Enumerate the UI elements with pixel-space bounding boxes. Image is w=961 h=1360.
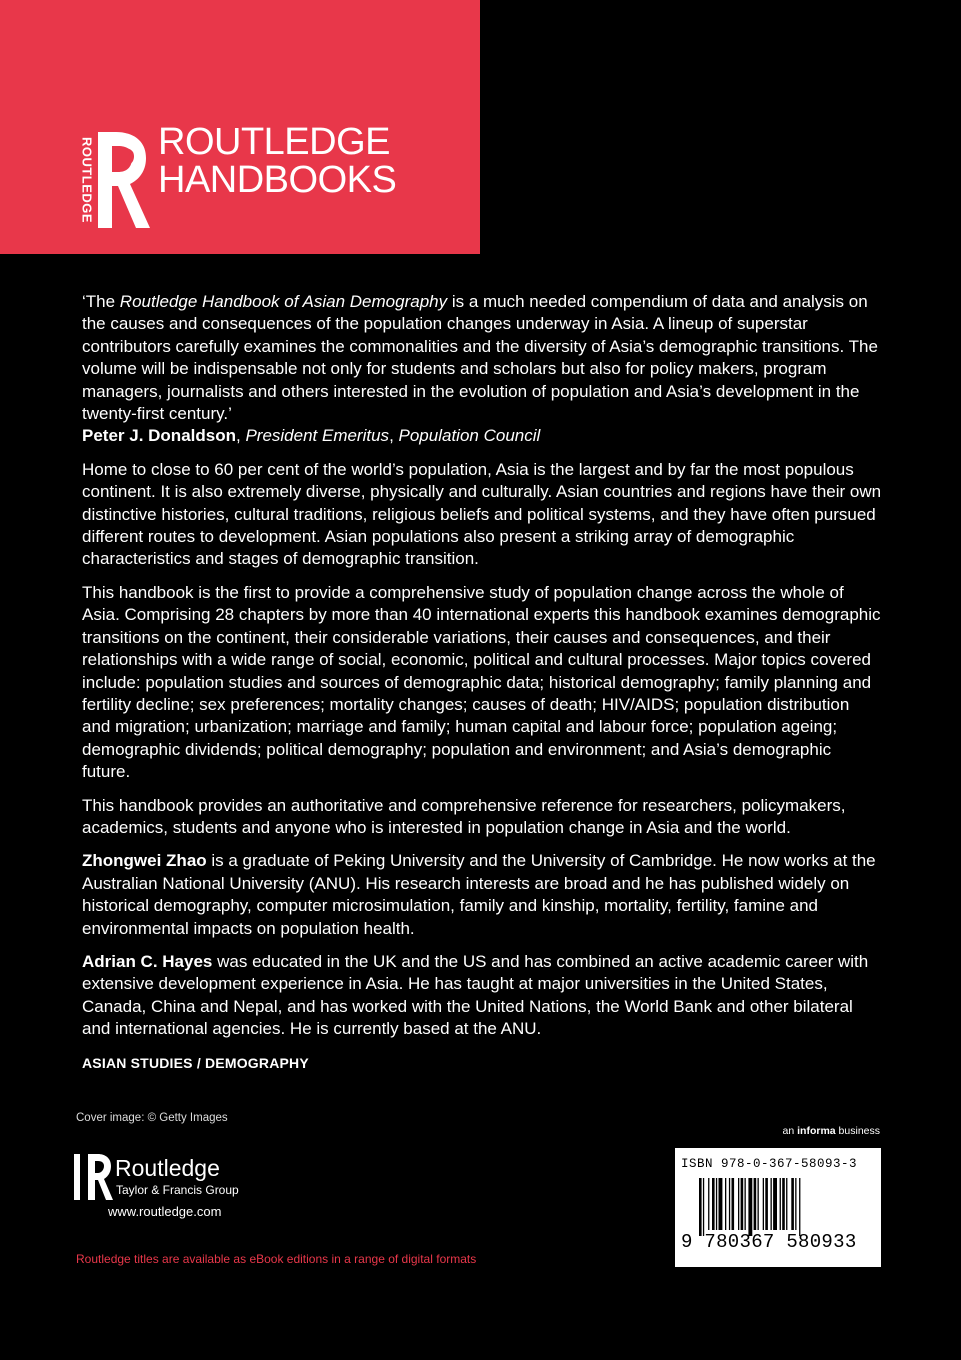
- barcode-digits: 9 780367 580933: [681, 1231, 857, 1253]
- endorser-name: Peter J. Donaldson: [82, 426, 236, 446]
- back-cover-text: [82, 291, 882, 1074]
- endorsement-quote: ‘The Routledge Handbook of Asian Demography is a much needed compendium of data and analysis on the causes and consequences of the population changes underway in Asia. A lineup of superstar contributors carefully examines the commonalities and the diversity of Asia’s demographic transitions. The volume will be indispensable not only for students and scholars but also for policy makers, program managers, journalists and others interested in the evolution of population and Asia’s development in the twenty-first century.’ Peter J. Donaldson, President Emeritus, Population Council: [82, 292, 878, 446]
- isbn-label: ISBN 978-0-367-58093-3: [681, 1157, 858, 1171]
- routledge-publisher-logo-icon: [74, 1152, 114, 1202]
- informa-business-tagline: an informa business: [782, 1125, 880, 1137]
- isbn-barcode: [675, 1148, 881, 1267]
- cover-image-credit: Cover image: © Getty Images: [76, 1112, 228, 1124]
- editor-bio-1: Zhongwei Zhao is a graduate of Peking University and the University of Cambridge. He now works at the Australian National University (ANU). His research interests are broad and he has published widely on historical demography, computer microsimulation, family and kinship, mortality, fertility, famine and environmental impacts on population health.: [82, 851, 876, 938]
- description-paragraph-1: Home to close to 60 per cent of the world’s population, Asia is the largest and by far the most populous continent. It is also extremely diverse, physically and culturally. Asian countries and regions have their own distinctive histories, cultural traditions, religious beliefs and political systems, and they have often pursued different routes to development. Asian populations also present a striking array of demographic characteristics and stages of demographic transition.: [82, 459, 882, 569]
- description-paragraph-2: This handbook is the first to provide a comprehensive study of population change across the whole of Asia. Comprising 28 chapters by more than 40 international experts this handbook examines demographic transitions on the continent, their considerable variations, their causes and consequences, and their relationships with a wide range of social, economic, political and cultural processes. Major topics covered include: population studies and sources of demographic data; historical demography; family planning and fertility decline; sex preferences; mortality changes; causes of death; HIV/AIDS; population distribution and migration; urbanization; marriage and family; human capital and labour force; population ageing; demographic dividends; political demography; population and environment; and Asia’s demographic future.: [82, 582, 881, 782]
- logo-vertical-wordmark: ROUTLEDGE: [79, 136, 95, 224]
- description-paragraph-3: This handbook provides an authoritative and comprehensive reference for researchers, policymakers, academics, students and anyone who is interested in population change in Asia and the world.: [82, 795, 846, 837]
- series-banner: [0, 0, 480, 254]
- ebook-availability-note: Routledge titles are available as eBook editions in a range of digital formats: [76, 1252, 477, 1266]
- subject-category: ASIAN STUDIES / DEMOGRAPHY: [82, 1054, 309, 1071]
- editor-bio-2: Adrian C. Hayes was educated in the UK and the US and has combined an active academic career with extensive development experience in Asia. He has taught at major universities in the United States, Canada, China and Nepal, and has worked with the United Nations, the World Bank and other bilateral and international agencies. He is currently based at the ANU.: [82, 951, 869, 1039]
- publisher-group: Taylor & Francis Group: [116, 1183, 239, 1197]
- publisher-url[interactable]: www.routledge.com: [108, 1204, 222, 1219]
- series-title-line1: ROUTLEDGE: [158, 121, 390, 163]
- publisher-name: Routledge: [115, 1155, 220, 1181]
- series-title-line2: HANDBOOKS: [158, 159, 397, 201]
